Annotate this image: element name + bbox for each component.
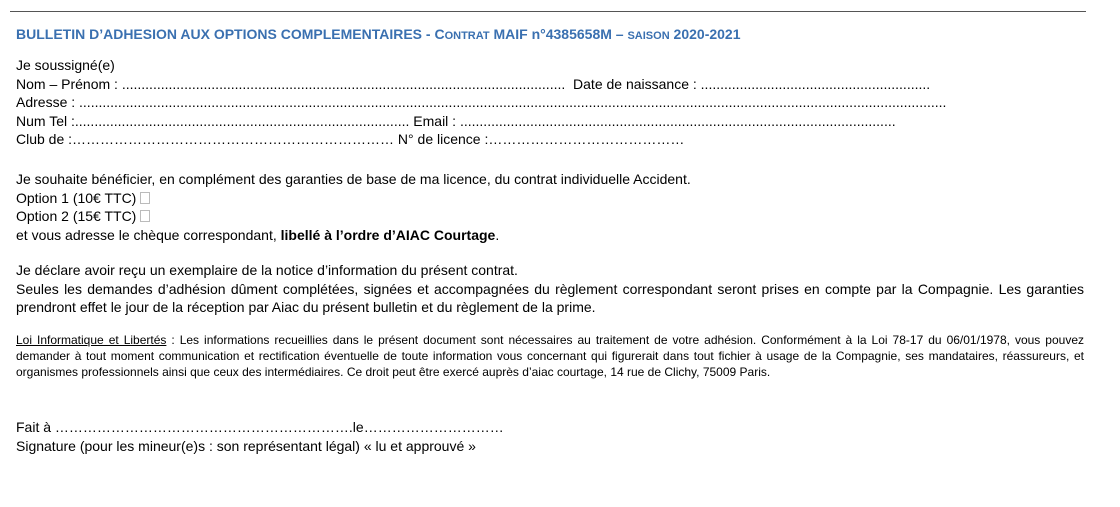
option-2-checkbox[interactable] (140, 210, 150, 222)
option-1-checkbox[interactable] (140, 192, 150, 204)
option-1-line (16, 189, 1084, 208)
legal-heading: Loi Informatique et Libertés (16, 333, 167, 347)
le-label: le (352, 419, 364, 435)
date-field[interactable]: ………………………… (363, 419, 504, 435)
top-rule (10, 11, 1086, 12)
naissance-label: Date de naissance : (573, 75, 701, 92)
cheque-line: et vous adresse le chèque correspondant, libellé à l’ordre d’AIAC Courtage. (16, 226, 500, 243)
tel-field[interactable]: ...................................................................................... (74, 112, 410, 129)
fait-field[interactable]: ………………………………………………………. (54, 419, 353, 435)
option-1-label: Option 1 (10€ TTC) (16, 189, 137, 206)
licence-field[interactable]: …………………………………… (488, 131, 685, 147)
options-intro: Je souhaite bénéficier, en complément des garanties de base de ma licence, du contrat individuelle Accident. (16, 171, 691, 187)
identity-form (16, 56, 1084, 149)
adresse-label: Adresse : (16, 94, 80, 110)
soussigne-line: Je soussigné(e) (16, 57, 115, 73)
option-2-line (16, 207, 1084, 226)
tel-line (16, 112, 1084, 131)
declaration-paragraph: Seules les demandes d’adhésion dûment complétées, signées et accompagnées du règlement correspondant seront prises en compte par la Compagnie. Les garanties prendront effet le jour de la réception par Aiac du présent bulletin et du règlement de la prime. (16, 280, 1084, 315)
tel-label: Num Tel : (16, 112, 75, 129)
option-2-label: Option 2 (15€ TTC) (16, 208, 137, 224)
adresse-field[interactable]: ............................................................................................................................................................................................................................... (79, 94, 947, 110)
club-label: Club de : (16, 131, 73, 147)
naissance-field[interactable]: ........................................................... (700, 75, 931, 92)
nom-field[interactable]: .................................................................................................................. (121, 75, 566, 92)
cheque-payee: libellé à l’ordre d’AIAC Courtage (280, 226, 496, 243)
legal-text: : Les informations recueillies dans le présent document sont nécessaires au traitement de votre adhésion. Conformément à la Loi 78-17 du 06/01/1978, vous pouvez demander à tout moment communication et rectification éventuelle de toute information vous concernant qui figurerait dans tout fichier à usage de la Compagnie, ses mandataires, réassureurs, et organismes professionnels ainsi que ceux des intermédiaires. Ce droit peut être exercé auprès d’aiac courtage, 14 rue de Clichy, 75009 Paris. (16, 333, 1084, 379)
email-label: Email : (413, 112, 460, 129)
licence-label: N° de licence : (394, 131, 489, 147)
declaration-section (16, 261, 1084, 317)
legal-section (16, 332, 1084, 380)
fait-label: Fait à (16, 419, 55, 435)
nom-line (16, 75, 1084, 94)
adresse-line (16, 93, 1084, 112)
signature-section (16, 418, 1084, 455)
signature-line: Signature (pour les mineur(e)s : son représentant légal) « lu et approuvé » (16, 437, 476, 454)
document-title: BULLETIN D’ADHESION AUX OPTIONS COMPLEMENTAIRES - CONTRAT MAIF n°4385658M – SAISON 2020-2021 (16, 26, 741, 42)
fait-line (16, 418, 1084, 437)
nom-label: Nom – Prénom : (16, 75, 122, 92)
club-field[interactable]: …………………………………………………………… (72, 131, 395, 147)
options-section (16, 170, 1084, 244)
declaration-line: Je déclare avoir reçu un exemplaire de la notice d’information du présent contrat. (16, 262, 518, 278)
email-field[interactable]: ................................................................................................................ (459, 112, 896, 129)
club-line (16, 130, 1084, 149)
